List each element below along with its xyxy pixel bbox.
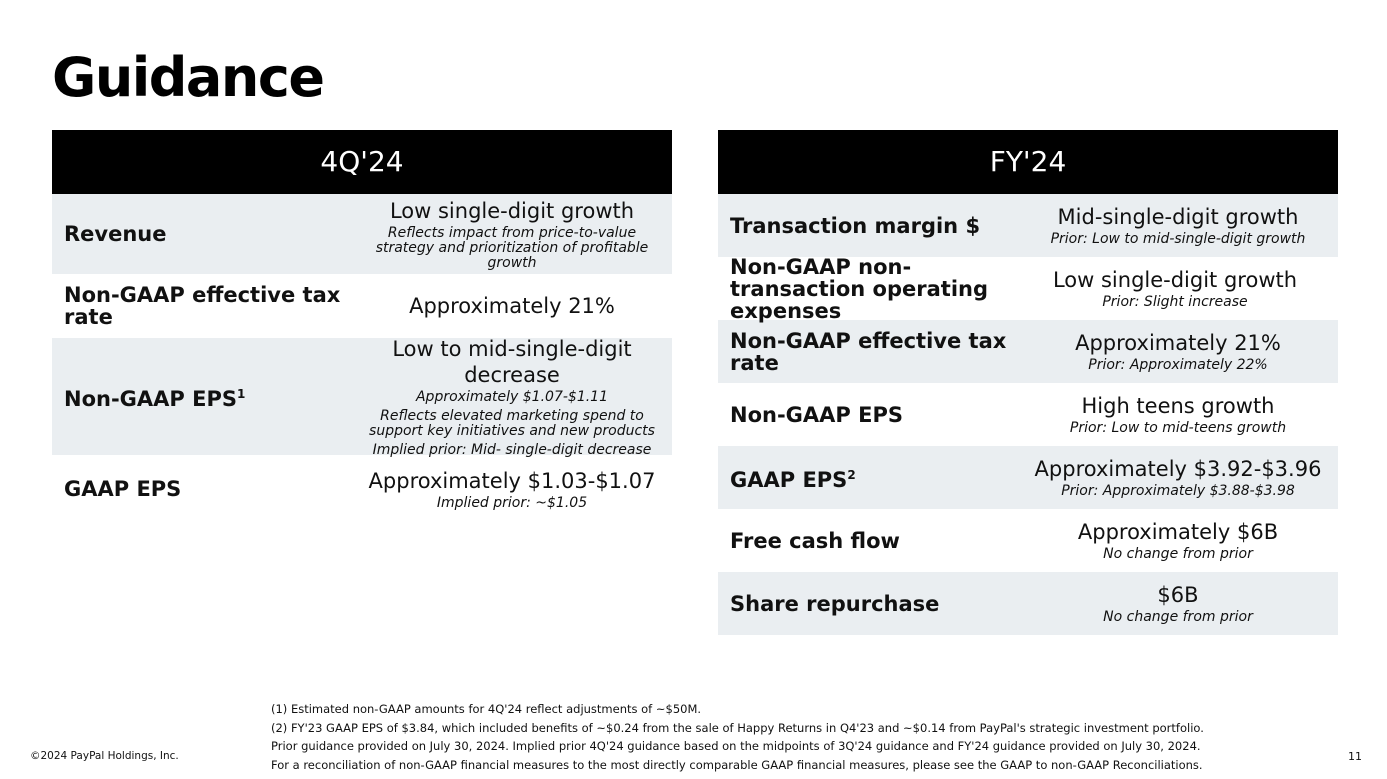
value-prior: No change from prior <box>1103 546 1253 562</box>
fy-row-share-repurchase <box>718 572 1338 635</box>
value-main: Low single-digit growth <box>1052 268 1298 292</box>
value-prior: Prior: Low to mid-single-digit growth <box>1050 231 1306 247</box>
row-value <box>1026 456 1338 499</box>
quarter-row-tax-rate <box>52 274 672 338</box>
page-title: Guidance <box>52 46 324 109</box>
value-main: Low single-digit growth <box>389 198 635 223</box>
footnotes <box>271 700 1204 774</box>
value-note: Approximately $1.07-$1.11 <box>415 388 608 405</box>
row-label: Non-GAAP non-transaction operating expenses <box>730 254 989 323</box>
quarter-header: 4Q'24 <box>52 130 672 194</box>
fy-row-gaap-eps <box>718 446 1338 509</box>
row-label: Revenue <box>64 222 167 246</box>
row-label: Non-GAAP EPS$^1$ <box>64 387 246 411</box>
value-main: Approximately $6B <box>1077 520 1279 544</box>
row-label: Share repurchase <box>730 591 940 616</box>
value-main: High teens growth <box>1081 394 1275 418</box>
quarter-row-gaap-eps <box>52 455 672 523</box>
value-note: Reflects elevated marketing spend to support key initiatives and new products <box>369 407 655 439</box>
value-prior: Prior: Approximately $3.88-$3.98 <box>1061 483 1295 499</box>
row-value <box>1026 393 1338 436</box>
row-label: Free cash flow <box>730 528 900 553</box>
quarter-guidance-panel <box>52 130 672 523</box>
value-note: Implied prior: Mid- single-digit decrease <box>372 441 652 458</box>
fiscal-year-guidance-panel <box>718 130 1338 635</box>
fy-row-operating-expenses <box>718 254 1338 323</box>
value-main: Mid-single-digit growth <box>1057 205 1299 229</box>
value-prior: Prior: Slight increase <box>1102 294 1248 310</box>
fy-row-free-cash-flow <box>718 509 1338 572</box>
row-value <box>1026 519 1338 562</box>
row-label: Non-GAAP EPS <box>730 402 903 427</box>
row-label: Non-GAAP effective tax rate <box>730 328 1007 375</box>
row-label: Transaction margin $ <box>730 213 981 238</box>
row-value <box>360 336 672 458</box>
value-main: Approximately $1.03-$1.07 <box>368 468 656 493</box>
quarter-row-non-gaap-eps <box>52 336 672 458</box>
value-main: $6B <box>1157 583 1199 607</box>
footnote: (1) Estimated non-GAAP amounts for 4Q'24 reflect adjustments of ~$50M. <box>271 702 702 716</box>
row-value <box>1026 582 1338 625</box>
quarter-row-revenue <box>52 194 672 274</box>
row-value <box>1026 330 1338 373</box>
footnote: (2) FY'23 GAAP EPS of $3.84, which included benefits of ~$0.24 from the sale of Happy Returns in Q4'23 and ~$0.14 from PayPal's strategic investment portfolio. <box>271 720 1204 735</box>
value-main: Low to mid-single-digit decrease <box>392 336 632 387</box>
row-value <box>360 198 672 271</box>
value-main: Approximately 21% <box>409 294 615 318</box>
copyright: ©2024 PayPal Holdings, Inc. <box>30 750 179 762</box>
value-note: Implied prior: ~$1.05 <box>436 494 588 511</box>
page-number: 11 <box>1348 750 1362 763</box>
row-value <box>360 293 672 319</box>
footnote-marker: 1 <box>236 387 246 401</box>
value-prior: Prior: Low to mid-teens growth <box>1069 420 1287 436</box>
fy-row-transaction-margin <box>718 194 1338 257</box>
fiscal-year-header: FY'24 <box>718 130 1338 194</box>
fy-row-non-gaap-eps <box>718 383 1338 446</box>
row-value <box>1026 204 1338 247</box>
row-value <box>1020 267 1338 310</box>
value-main: Approximately 21% <box>1075 331 1281 355</box>
value-prior: No change from prior <box>1103 609 1253 625</box>
footnote: Prior guidance provided on July 30, 2024. Implied prior 4Q'24 guidance based on the midpoints of 3Q'24 guidance and FY'24 guidance provided on July 30, 2024. <box>271 739 1201 753</box>
row-label: GAAP EPS <box>64 477 182 501</box>
row-value <box>360 468 672 511</box>
value-note: Reflects impact from price-to-value strategy and prioritization of profitable growth <box>375 224 649 271</box>
fy-row-tax-rate <box>718 320 1338 383</box>
footnote-marker: 2 <box>847 468 856 482</box>
value-prior: Prior: Approximately 22% <box>1088 357 1268 373</box>
row-label: GAAP EPS$^2$ <box>730 468 856 492</box>
value-main: Approximately $3.92-$3.96 <box>1034 457 1322 481</box>
row-label: Non-GAAP effective tax rate <box>64 283 341 329</box>
footnote: For a reconciliation of non-GAAP financial measures to the most directly comparable GAAP financial measures, please see the GAAP to non-GAAP Reconciliations. <box>271 757 1203 772</box>
